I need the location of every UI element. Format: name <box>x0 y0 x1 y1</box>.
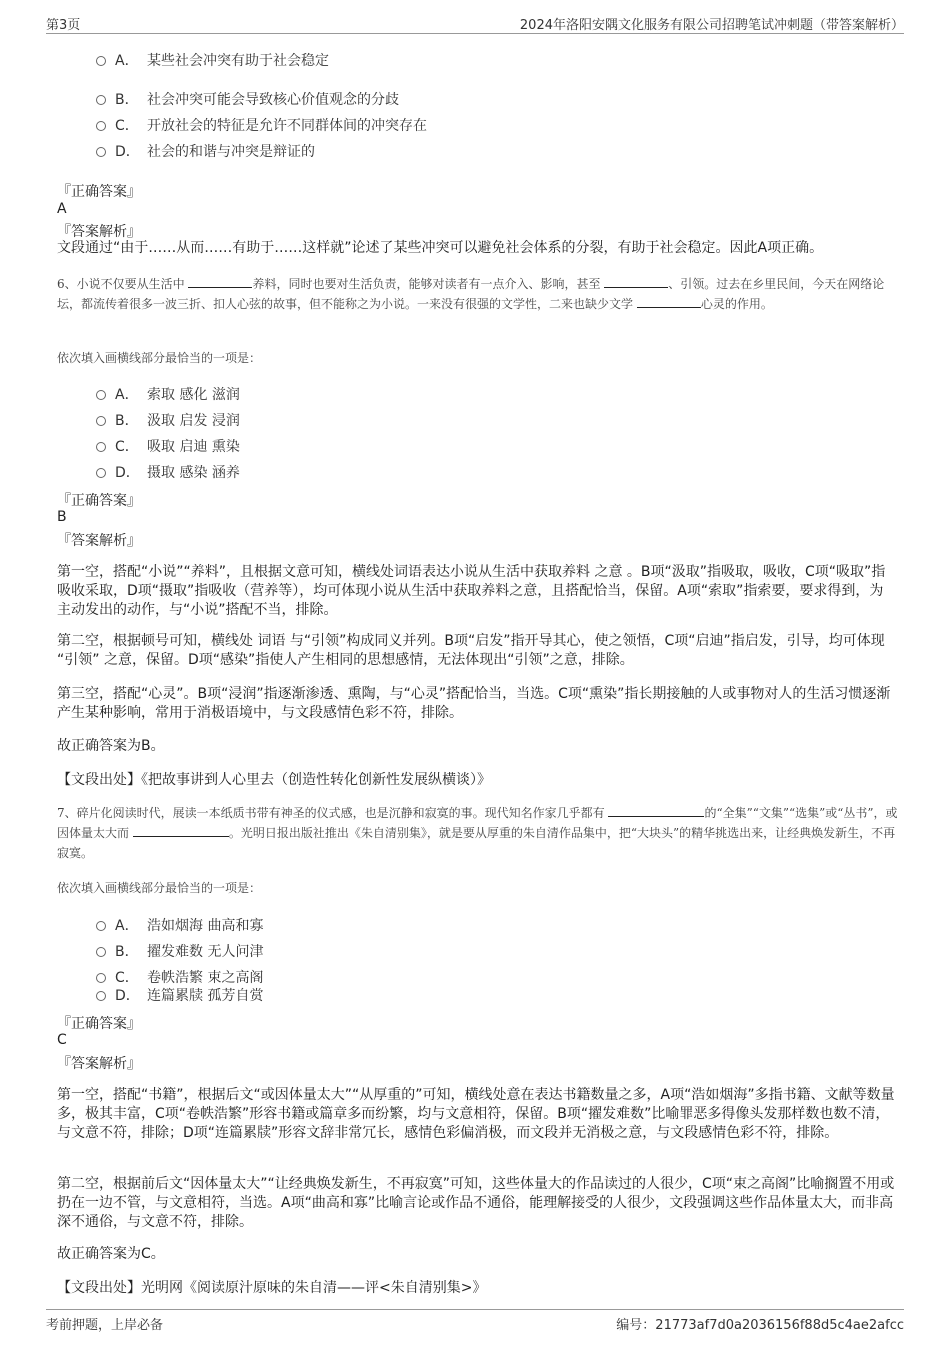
q6-option-d[interactable]: D． 摄取 感染 涵养 <box>96 462 240 482</box>
radio-icon[interactable] <box>96 442 106 452</box>
q6-instruction: 依次填入画横线部分最恰当的一项是： <box>57 351 262 365</box>
radio-icon[interactable] <box>96 390 106 400</box>
q7-option-d[interactable]: D． 连篇累牍 孤芳自赏 <box>96 985 263 1005</box>
blank <box>608 805 704 817</box>
document-title: 2024年洛阳安隅文化服务有限公司招聘笔试冲刺题（带答案解析） <box>519 18 904 33</box>
q7-answer: C <box>57 1032 67 1048</box>
radio-icon[interactable] <box>96 468 106 478</box>
header-divider <box>46 33 904 34</box>
radio-icon[interactable] <box>96 973 106 983</box>
radio-icon[interactable] <box>96 121 106 131</box>
q6-answer-label: 『正确答案』 <box>57 493 141 509</box>
q6-analysis-2: 第二空，根据顿号可知，横线处 词语 与“引领”构成同义并列。B项“启发”指开导其心，使之领悟，C项“启迪”指启发，引导，均可体现 “引领” 之意，保留。D项“感染”指使人产生相同的思想感情，无法体现出“引领”之意，排除。 <box>57 633 885 668</box>
blank <box>188 276 252 288</box>
q7-option-a[interactable]: A． 浩如烟海 曲高和寡 <box>96 915 263 935</box>
q5-answer: A <box>57 201 67 217</box>
q6-source: 【文段出处】《把故事讲到人心里去（创造性转化创新性发展纵横谈）》 <box>57 772 491 788</box>
blank <box>637 296 701 308</box>
q7-option-c[interactable]: C． 卷帙浩繁 束之高阁 <box>96 967 263 987</box>
radio-icon[interactable] <box>96 947 106 957</box>
q7-instruction: 依次填入画横线部分最恰当的一项是： <box>57 881 262 895</box>
footer-slogan: 考前押题，上岸必备 <box>46 1318 164 1333</box>
q6-option-a[interactable]: A． 索取 感化 滋润 <box>96 384 240 404</box>
q6-analysis-3: 第三空，搭配“心灵”。B项“浸润”指逐渐渗透、熏陶，与“心灵”搭配恰当，当选。C项“熏染”指长期接触的人或事物对人的生活习惯逐渐产生某种影响，常用于消极语境中，与文段感情色彩不符，排除。 <box>57 686 891 721</box>
radio-icon[interactable] <box>96 991 106 1001</box>
radio-icon[interactable] <box>96 416 106 426</box>
q5-analysis: 文段通过“由于……从而……有助于……这样就”论述了某些冲突可以避免社会体系的分裂，有助于社会稳定。因此A项正确。 <box>57 240 824 256</box>
radio-icon[interactable] <box>96 147 106 157</box>
q7-source: 【文段出处】光明网《阅读原汁原味的朱自清——评<朱自清别集>》 <box>57 1280 487 1296</box>
q6-stem: 6、小说不仅要从生活中 养料，同时也要对生活负责，能够对读者有一点介入、影响，甚至 、引领。过去在乡里民间，今天在网络论坛，都流传着很多一波三折、扣人心弦的故事，但不能称之为小说。一来没有很强的文学性，二来也缺少文学 心灵的作用。 <box>57 277 885 311</box>
q7-answer-label: 『正确答案』 <box>57 1016 141 1032</box>
q5-option-c[interactable]: C． 开放社会的特征是允许不同群体间的冲突存在 <box>96 115 427 135</box>
q6-answer: B <box>57 509 67 525</box>
q7-analysis-label: 『答案解析』 <box>57 1056 141 1072</box>
q5-answer-label: 『正确答案』 <box>57 184 141 200</box>
q7-analysis-1: 第一空，搭配“书籍”，根据后文“或因体量太大”“从厚重的”可知，横线处意在表达书籍数量之多，A项“浩如烟海”多指书籍、文献等数量多，极其丰富，C项“卷帙浩繁”形容书籍或篇章多而纷繁，均与文意相符，保留。B项“擢发难数”比喻罪恶多得像头发那样数也数不清，与文意不符，排除；D项“连篇累牍”形容文辞非常冗长，感情色彩偏消极，而文段并无消极之意，与文段感情色彩不符，排除。 <box>57 1087 895 1141</box>
q6-option-c[interactable]: C． 吸取 启迪 熏染 <box>96 436 240 456</box>
footer-divider <box>46 1309 904 1310</box>
q6-option-b[interactable]: B． 汲取 启发 浸润 <box>96 410 240 430</box>
q7-analysis-2: 第二空，根据前后文“因体量太大”“让经典焕发新生，不再寂寞”可知，这些体量大的作品读过的人很少，C项“束之高阁”比喻搁置不用或扔在一边不管，与文意相符，当选。A项“曲高和寡”比喻言论或作品不通俗，能理解接受的人很少，文段强调这些作品体量太大，而非高深不通俗，与文意不符，排除。 <box>57 1176 895 1230</box>
blank <box>604 276 668 288</box>
q5-analysis-label: 『答案解析』 <box>57 224 141 240</box>
radio-icon[interactable] <box>96 95 106 105</box>
q6-analysis-label: 『答案解析』 <box>57 533 141 549</box>
q5-option-b[interactable]: B． 社会冲突可能会导致核心价值观念的分歧 <box>96 89 399 109</box>
document-id: 编号：21773af7d0a2036156f88d5c4ae2afcc <box>616 1318 904 1333</box>
page-number: 第3页 <box>46 18 81 33</box>
blank <box>133 825 229 837</box>
q5-option-d[interactable]: D． 社会的和谐与冲突是辩证的 <box>96 141 315 161</box>
radio-icon[interactable] <box>96 56 106 66</box>
q7-stem: 7、碎片化阅读时代，展读一本纸质书带有神圣的仪式感，也是沉静和寂寞的事。现代知名作家几乎都有 的“全集”“文集”“选集”或“丛书”，或因体量太大而 。光明日报出版社推出《朱自清别集》，就是要从厚重的朱自清作品集中，把“大块头”的精华挑选出来，让经典焕发新生，不再寂寞。 <box>57 806 898 860</box>
q7-option-b[interactable]: B． 擢发难数 无人问津 <box>96 941 263 961</box>
q5-option-a[interactable]: A． 某些社会冲突有助于社会稳定 <box>96 50 329 70</box>
radio-icon[interactable] <box>96 921 106 931</box>
q7-analysis-conclusion: 故正确答案为C。 <box>57 1246 165 1262</box>
q6-analysis-1: 第一空，搭配“小说”“养料”，且根据文意可知，横线处词语表达小说从生活中获取养料 之意 。B项“汲取”指吸取，吸收，C项“吸取”指吸收采取，D项“摄取”指吸收（营养等），均可体现小说从生活中获取养料之意，且搭配恰当，保留。A项“索取”指索要，要求得到，为主动发出的动作，与“小说”搭配不当，排除。 <box>57 564 886 618</box>
q6-analysis-conclusion: 故正确答案为B。 <box>57 738 165 754</box>
